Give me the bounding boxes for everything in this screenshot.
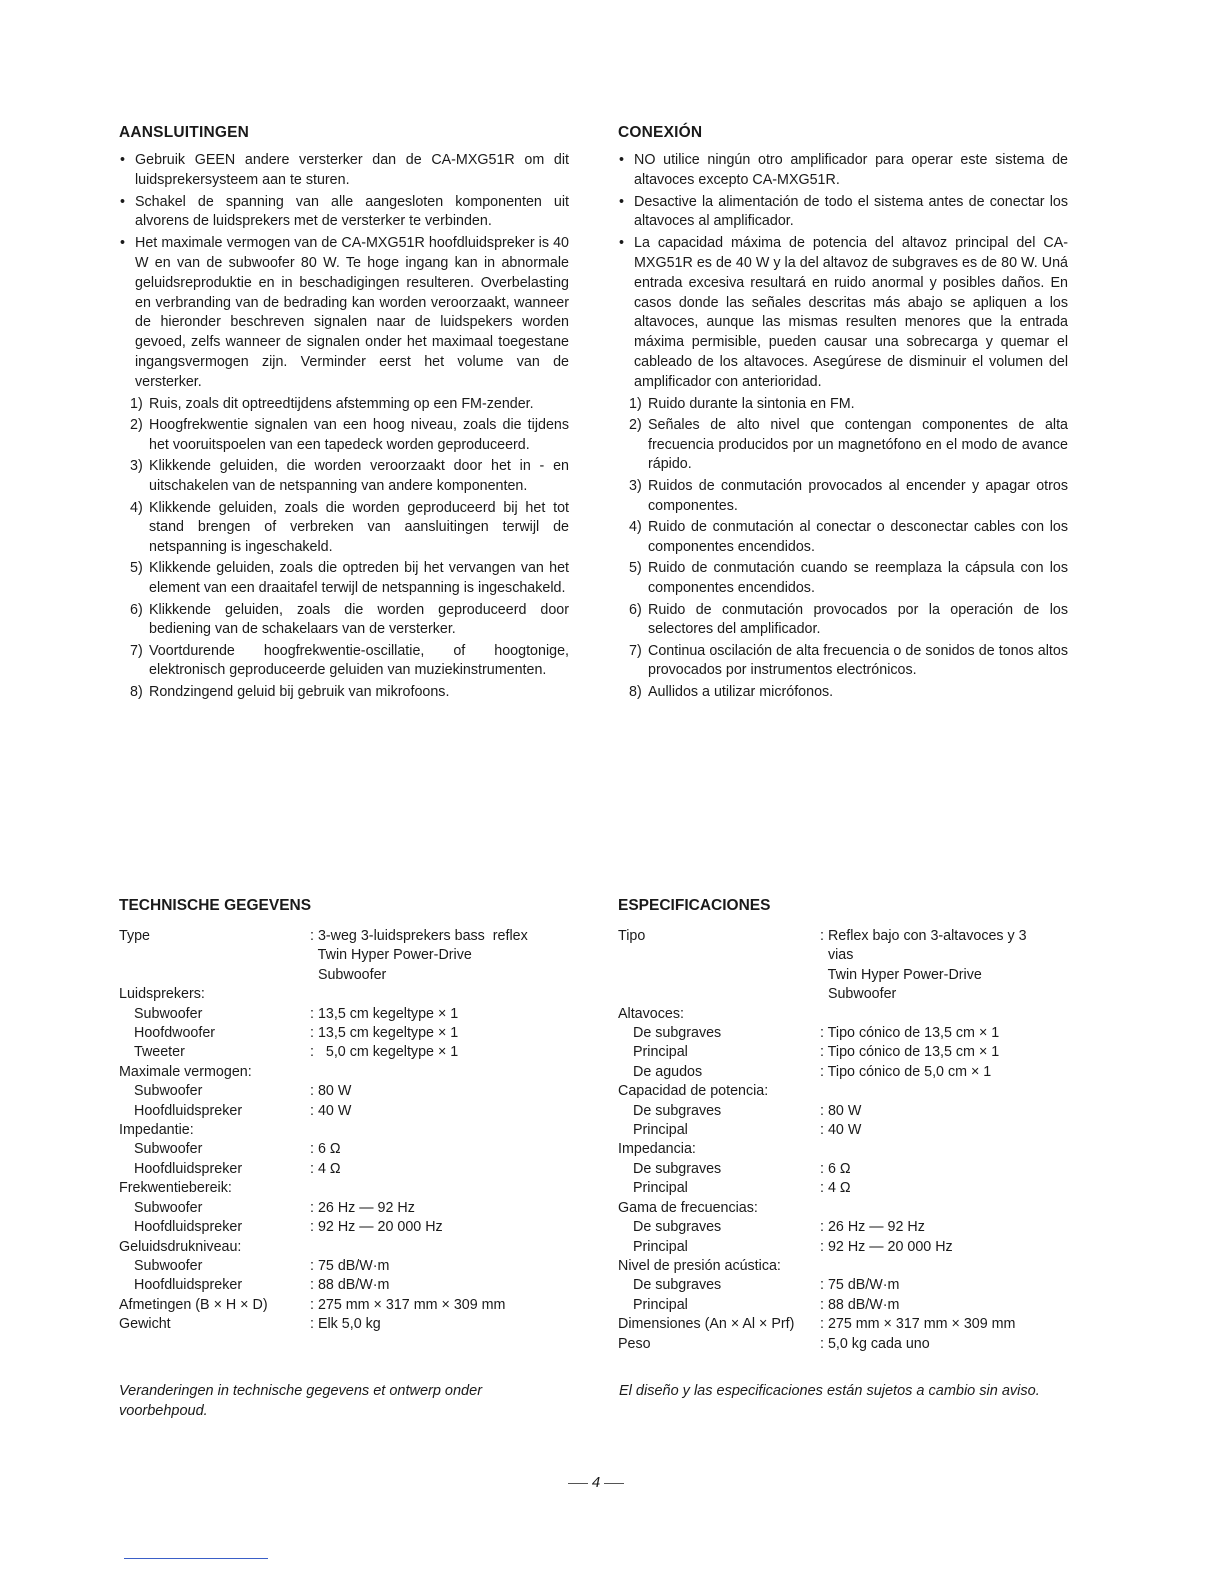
spec-row <box>618 1218 1088 1237</box>
item-text: Hoogfrekwentie signalen van een hoog niveau, zoals die tijdens het vooruitspoelen van een tapedeck worden geproduceerd. <box>149 417 569 453</box>
spec-value-line: : 88 dB/W·m <box>310 1277 390 1294</box>
item-text: Señales de alto nivel que contengan componentes de alta frecuencia producidos por un magnetófono en el modo de avance rápido. <box>648 417 1068 473</box>
spec-value-line: : 275 mm × 317 mm × 309 mm <box>820 1316 1016 1333</box>
spec-row <box>618 1296 1088 1315</box>
spec-row <box>618 1024 1088 1043</box>
spec-row <box>618 1238 1088 1257</box>
item-text: Klikkende geluiden, zoals die worden geproduceerd door bediening van de schakelaars van de versterker. <box>149 601 569 638</box>
spec-label: Capacidad de potencia: <box>618 1083 769 1100</box>
spec-value <box>820 1238 1088 1257</box>
spec-label: Hoofdluidspreker <box>134 1277 243 1294</box>
spec-value <box>310 1043 579 1062</box>
spec-label: Gama de frecuencias: <box>618 1199 758 1216</box>
spec-label: Hoofdluidspreker <box>134 1219 243 1236</box>
numbered-item <box>618 601 1068 640</box>
item-number: 7) <box>629 642 642 659</box>
bullet-item: • Schakel de spanning van alle aangesloten komponenten uit alvorens de luidsprekers met de versterker te verbinden. <box>119 193 569 233</box>
spec-row <box>119 1315 579 1334</box>
spec-label: Geluidsdrukniveau: <box>119 1238 242 1255</box>
spec-value <box>310 1218 579 1237</box>
spec-value <box>310 1160 579 1179</box>
spec-row <box>119 1102 579 1121</box>
spec-value-line: : 6 Ω <box>820 1160 851 1177</box>
spec-row <box>618 1160 1088 1179</box>
spec-value-line: : 80 W <box>820 1102 862 1119</box>
spec-value <box>310 1005 579 1024</box>
item-text: Klikkende geluiden, zoals die worden geproduceerd bij het tot stand brengen of verbreken van aansluitingen terwijl de netspanning is ingeschakeld. <box>149 499 569 555</box>
spec-value <box>310 1276 579 1295</box>
item-text: Aullidos a utilizar micrófonos. <box>648 683 834 700</box>
nl-connection-heading: AANSLUITINGEN <box>119 124 250 141</box>
spec-row <box>119 1082 579 1101</box>
es-bullet-list <box>618 151 1068 393</box>
spec-value-line: Subwoofer <box>820 986 897 1003</box>
spec-value <box>310 1199 579 1218</box>
item-number: 7) <box>130 642 143 659</box>
spec-label: Nivel de presión acústica: <box>618 1257 781 1274</box>
spec-value-line: : 92 Hz — 20 000 Hz <box>820 1238 953 1255</box>
item-text: Continua oscilación de alta frecuencia o de sonidos de tonos altos provocados por instrumentos electrónicos. <box>648 642 1068 679</box>
item-text: Ruis, zoals dit optreedtijdens afstemming op een FM-zender. <box>149 395 534 412</box>
spec-value <box>310 1238 579 1257</box>
bottom-rule <box>124 1558 268 1559</box>
nl-connection-section <box>119 124 569 704</box>
item-number: 3) <box>629 477 642 494</box>
item-text: Klikkende geluiden, die worden veroorzaakt door het in - en uitschakelen van de netspanning van andere komponenten. <box>149 458 569 494</box>
numbered-item <box>119 601 569 640</box>
spec-value <box>310 985 579 1004</box>
spec-value-line: : 40 W <box>820 1122 862 1139</box>
spec-row <box>119 1121 579 1140</box>
spec-label: Subwoofer <box>134 1083 203 1100</box>
bullet-item: • Het maximale vermogen van de CA-MXG51R hoofdluidspreker is 40 W en van de subwoofer 80 W. Te hoge ingang kan in abnormale geluidsreproduktie en in beschadigingen resulteren. Overbelasting en verbranding van de bedrading kan worden veroorzaakt, wanneer de hieronder beschreven signalen naar de luidspekers worden gevoed, zelfs wanneer de signalen onder het maximaal toegestane ingangsvermogen zijn. Verminder eerst het volume van de versterker. <box>119 234 569 392</box>
item-number: 1) <box>130 395 143 412</box>
spec-label: De subgraves <box>633 1025 722 1042</box>
item-text: Rondzingend geluid bij gebruik van mikrofoons. <box>149 683 450 700</box>
numbered-item <box>119 416 569 455</box>
spec-value-line: : 88 dB/W·m <box>820 1296 900 1313</box>
spec-value <box>820 1179 1088 1198</box>
spec-row <box>618 927 1088 1005</box>
es-connection-heading: CONEXIÓN <box>618 124 703 141</box>
spec-value-line: : 5,0 cm kegeltype × 1 <box>310 1044 459 1061</box>
spec-value-line: : Tipo cónico de 13,5 cm × 1 <box>820 1044 1000 1061</box>
es-specs-section <box>618 897 1088 1354</box>
spec-row <box>119 1140 579 1159</box>
numbered-item <box>618 683 1068 703</box>
numbered-item <box>618 477 1068 516</box>
spec-value <box>820 1218 1088 1237</box>
spec-value-line: : 26 Hz — 92 Hz <box>820 1219 925 1236</box>
spec-label: De agudos <box>633 1063 703 1080</box>
numbered-item <box>618 416 1068 475</box>
spec-value-line: vias <box>820 947 854 964</box>
spec-value-line: : Elk 5,0 kg <box>310 1316 381 1333</box>
spec-value <box>310 927 579 985</box>
numbered-item <box>618 642 1068 681</box>
spec-value <box>820 1199 1088 1218</box>
spec-row <box>119 1179 579 1198</box>
item-text: Ruido durante la sintonia en FM. <box>648 395 855 412</box>
spec-label: De subgraves <box>633 1219 722 1236</box>
spec-label: Tipo <box>618 928 646 944</box>
spec-value <box>310 1315 579 1334</box>
spec-value-line: : 75 dB/W·m <box>820 1277 900 1294</box>
spec-value <box>310 1063 579 1082</box>
item-text: Ruido de conmutación al conectar o desconectar cables con los componentes encendidos. <box>648 519 1068 555</box>
nl-numbered-list <box>119 395 569 703</box>
spec-value <box>820 1335 1088 1354</box>
spec-value <box>820 1160 1088 1179</box>
item-number: 8) <box>629 683 642 700</box>
spec-label: Maximale vermogen: <box>119 1063 252 1080</box>
item-text: Klikkende geluiden, zoals die optreden bij het vervangen van het element van een draaitafel terwijl de netspanning is ingeschakeld. <box>149 560 569 596</box>
spec-label: Subwoofer <box>134 1257 203 1274</box>
spec-row <box>618 1199 1088 1218</box>
spec-row <box>618 1276 1088 1295</box>
item-number: 8) <box>130 683 143 700</box>
spec-row <box>618 1140 1088 1159</box>
spec-row <box>618 1179 1088 1198</box>
spec-value-line: : 80 W <box>310 1083 352 1100</box>
page-number <box>560 1474 632 1491</box>
spec-value <box>820 1315 1088 1334</box>
spec-label: Principal <box>633 1122 688 1139</box>
spec-label: Peso <box>618 1335 651 1352</box>
spec-value-line: : Tipo cónico de 13,5 cm × 1 <box>820 1025 1000 1042</box>
spec-value <box>820 1063 1088 1082</box>
numbered-item <box>119 395 569 415</box>
spec-value <box>820 1296 1088 1315</box>
nl-change-notice: Veranderingen in technische gegevens et ontwerp onder voorbehpoud. <box>119 1383 483 1419</box>
spec-value-line: Twin Hyper Power-Drive <box>820 966 982 983</box>
bullet-item: • Gebruik GEEN andere versterker dan de CA-MXG51R om dit luidsprekersysteem aan te sturen. <box>119 151 569 191</box>
spec-label: De subgraves <box>633 1277 722 1294</box>
item-number: 2) <box>130 417 143 434</box>
spec-value <box>820 1043 1088 1062</box>
spec-row <box>618 1102 1088 1121</box>
numbered-item <box>618 518 1068 557</box>
spec-label: Subwoofer <box>134 1199 203 1216</box>
nl-specs-section <box>119 897 579 1335</box>
spec-value <box>310 1121 579 1140</box>
bullet-item: • La capacidad máxima de potencia del altavoz principal del CA-MXG51R es de 40 W y la del altavoz de subgraves es de 80 W. Uná entrada excesiva resultará en ruido anormal y posibles daños. En casos donde las señales descritas más abajo se apliquen a los altavoces, aunque las mismas resulten menores que la entrada máxima permisible, pueden causar una sobrecarga y quemar el cableado de los altavoces. Asegúrese de disminuir el volumen del amplificador con anterioridad. <box>618 234 1068 392</box>
spec-row <box>119 1005 579 1024</box>
spec-row <box>618 1063 1088 1082</box>
spec-value-line: : Tipo cónico de 5,0 cm × 1 <box>820 1063 992 1080</box>
spec-value-line: Subwoofer <box>310 966 387 983</box>
spec-value-line: : 275 mm × 317 mm × 309 mm <box>310 1296 506 1313</box>
spec-value-line: : 6 Ω <box>310 1141 341 1158</box>
nl-bullet-list <box>119 151 569 393</box>
spec-value-line: : 40 W <box>310 1102 352 1119</box>
spec-row <box>119 985 579 1004</box>
item-number: 5) <box>629 560 642 577</box>
spec-value <box>820 1257 1088 1276</box>
spec-value <box>820 1276 1088 1295</box>
page-number-dash-left <box>568 1483 588 1484</box>
spec-value-line: : 5,0 kg cada uno <box>820 1335 930 1352</box>
spec-row <box>119 1218 579 1237</box>
spec-value-line: : 13,5 cm kegeltype × 1 <box>310 1025 459 1042</box>
spec-label: Impedancia: <box>618 1141 696 1158</box>
spec-value <box>310 1102 579 1121</box>
bullet-item: • Desactive la alimentación de todo el sistema antes de conectar los altavoces al amplificador. <box>618 193 1068 233</box>
spec-label: Luidsprekers: <box>119 986 205 1003</box>
spec-value-line: : 4 Ω <box>820 1180 851 1197</box>
spec-label: Type <box>119 928 150 944</box>
spec-value <box>820 1024 1088 1043</box>
spec-label: Principal <box>633 1238 688 1255</box>
item-number: 4) <box>130 499 143 516</box>
spec-value-line: : 13,5 cm kegeltype × 1 <box>310 1005 459 1022</box>
spec-label: Principal <box>633 1180 688 1197</box>
spec-row <box>119 1160 579 1179</box>
es-connection-section <box>618 124 1068 704</box>
spec-label: De subgraves <box>633 1160 722 1177</box>
spec-value <box>310 1257 579 1276</box>
item-number: 3) <box>130 458 143 475</box>
spec-value <box>820 1082 1088 1101</box>
spec-label: Hoofdluidspreker <box>134 1160 243 1177</box>
spec-row <box>119 1063 579 1082</box>
spec-value-line: : 26 Hz — 92 Hz <box>310 1199 415 1216</box>
spec-label: Altavoces: <box>618 1005 684 1022</box>
spec-row <box>119 927 579 985</box>
spec-label: Subwoofer <box>134 1005 203 1022</box>
spec-row <box>119 1257 579 1276</box>
spec-value <box>820 1102 1088 1121</box>
spec-label: Principal <box>633 1044 688 1061</box>
page-number-dash-right <box>604 1483 624 1484</box>
nl-specs-heading: TECHNISCHE GEGEVENS <box>119 897 312 914</box>
spec-value <box>310 1082 579 1101</box>
spec-label: Gewicht <box>119 1316 171 1333</box>
item-number: 6) <box>130 601 143 618</box>
es-specs-table <box>618 927 1088 1354</box>
es-specs-heading: ESPECIFICACIONES <box>618 897 771 914</box>
spec-value-line: : 75 dB/W·m <box>310 1257 390 1274</box>
numbered-item <box>119 683 569 703</box>
item-text: Ruido de conmutación provocados por la operación de los selectores del amplificador. <box>648 601 1068 638</box>
spec-row <box>119 1043 579 1062</box>
es-numbered-list <box>618 395 1068 703</box>
spec-value <box>820 1005 1088 1024</box>
spec-value <box>310 1296 579 1315</box>
spec-row <box>618 1315 1088 1334</box>
numbered-item <box>119 559 569 598</box>
spec-label: Dimensiones (An × Al × Prf) <box>618 1316 795 1333</box>
numbered-item <box>618 395 1068 415</box>
spec-row <box>618 1082 1088 1101</box>
numbered-item <box>119 457 569 496</box>
spec-row <box>119 1296 579 1315</box>
spec-label: Impedantie: <box>119 1122 194 1139</box>
spec-value-line: Twin Hyper Power-Drive <box>310 947 472 964</box>
spec-row <box>119 1276 579 1295</box>
spec-row <box>119 1238 579 1257</box>
numbered-item <box>119 642 569 681</box>
item-number: 2) <box>629 417 642 434</box>
spec-value <box>310 1179 579 1198</box>
spec-label: Subwoofer <box>134 1141 203 1158</box>
item-number: 6) <box>629 601 642 618</box>
numbered-item <box>119 499 569 558</box>
item-number: 5) <box>130 560 143 577</box>
nl-specs-table <box>119 927 579 1335</box>
spec-row <box>618 1335 1088 1354</box>
spec-value-line: : 4 Ω <box>310 1160 341 1177</box>
spec-value <box>310 1140 579 1159</box>
spec-value <box>820 1121 1088 1140</box>
item-number: 4) <box>629 519 642 536</box>
spec-value-line: : 3-weg 3-luidsprekers bass reflex <box>310 928 528 944</box>
bullet-item: • NO utilice ningún otro amplificador para operar este sistema de altavoces excepto CA-MXG51R. <box>618 151 1068 191</box>
numbered-item <box>618 559 1068 598</box>
spec-value-line: : 92 Hz — 20 000 Hz <box>310 1219 443 1236</box>
spec-label: Hoofdwoofer <box>134 1025 216 1042</box>
spec-label: Hoofdluidspreker <box>134 1102 243 1119</box>
spec-row <box>119 1199 579 1218</box>
spec-row <box>618 1257 1088 1276</box>
spec-label: Tweeter <box>134 1044 185 1061</box>
spec-row <box>618 1005 1088 1024</box>
spec-label: Afmetingen (B × H × D) <box>119 1296 268 1313</box>
item-text: Voortdurende hoogfrekwentie-oscillatie, of hoogtonige, elektronisch geproduceerde geluiden van muziekinstrumenten. <box>149 642 569 679</box>
spec-value-line: : Reflex bajo con 3-altavoces y 3 <box>820 928 1027 944</box>
spec-row <box>618 1043 1088 1062</box>
item-text: Ruido de conmutación cuando se reemplaza la cápsula con los componentes encendidos. <box>648 560 1068 596</box>
spec-value <box>310 1024 579 1043</box>
spec-label: Principal <box>633 1296 688 1313</box>
spec-row <box>618 1121 1088 1140</box>
page-number-text: 4 <box>591 1474 601 1491</box>
spec-value <box>820 927 1088 1005</box>
spec-row <box>119 1024 579 1043</box>
spec-value <box>820 1140 1088 1159</box>
item-number: 1) <box>629 395 642 412</box>
item-text: Ruidos de conmutación provocados al encender y apagar otros componentes. <box>648 477 1068 514</box>
spec-label: De subgraves <box>633 1102 722 1119</box>
spec-label: Frekwentiebereik: <box>119 1180 232 1197</box>
es-change-notice: El diseño y las especificaciones están sujetos a cambio sin aviso. <box>619 1383 1040 1399</box>
